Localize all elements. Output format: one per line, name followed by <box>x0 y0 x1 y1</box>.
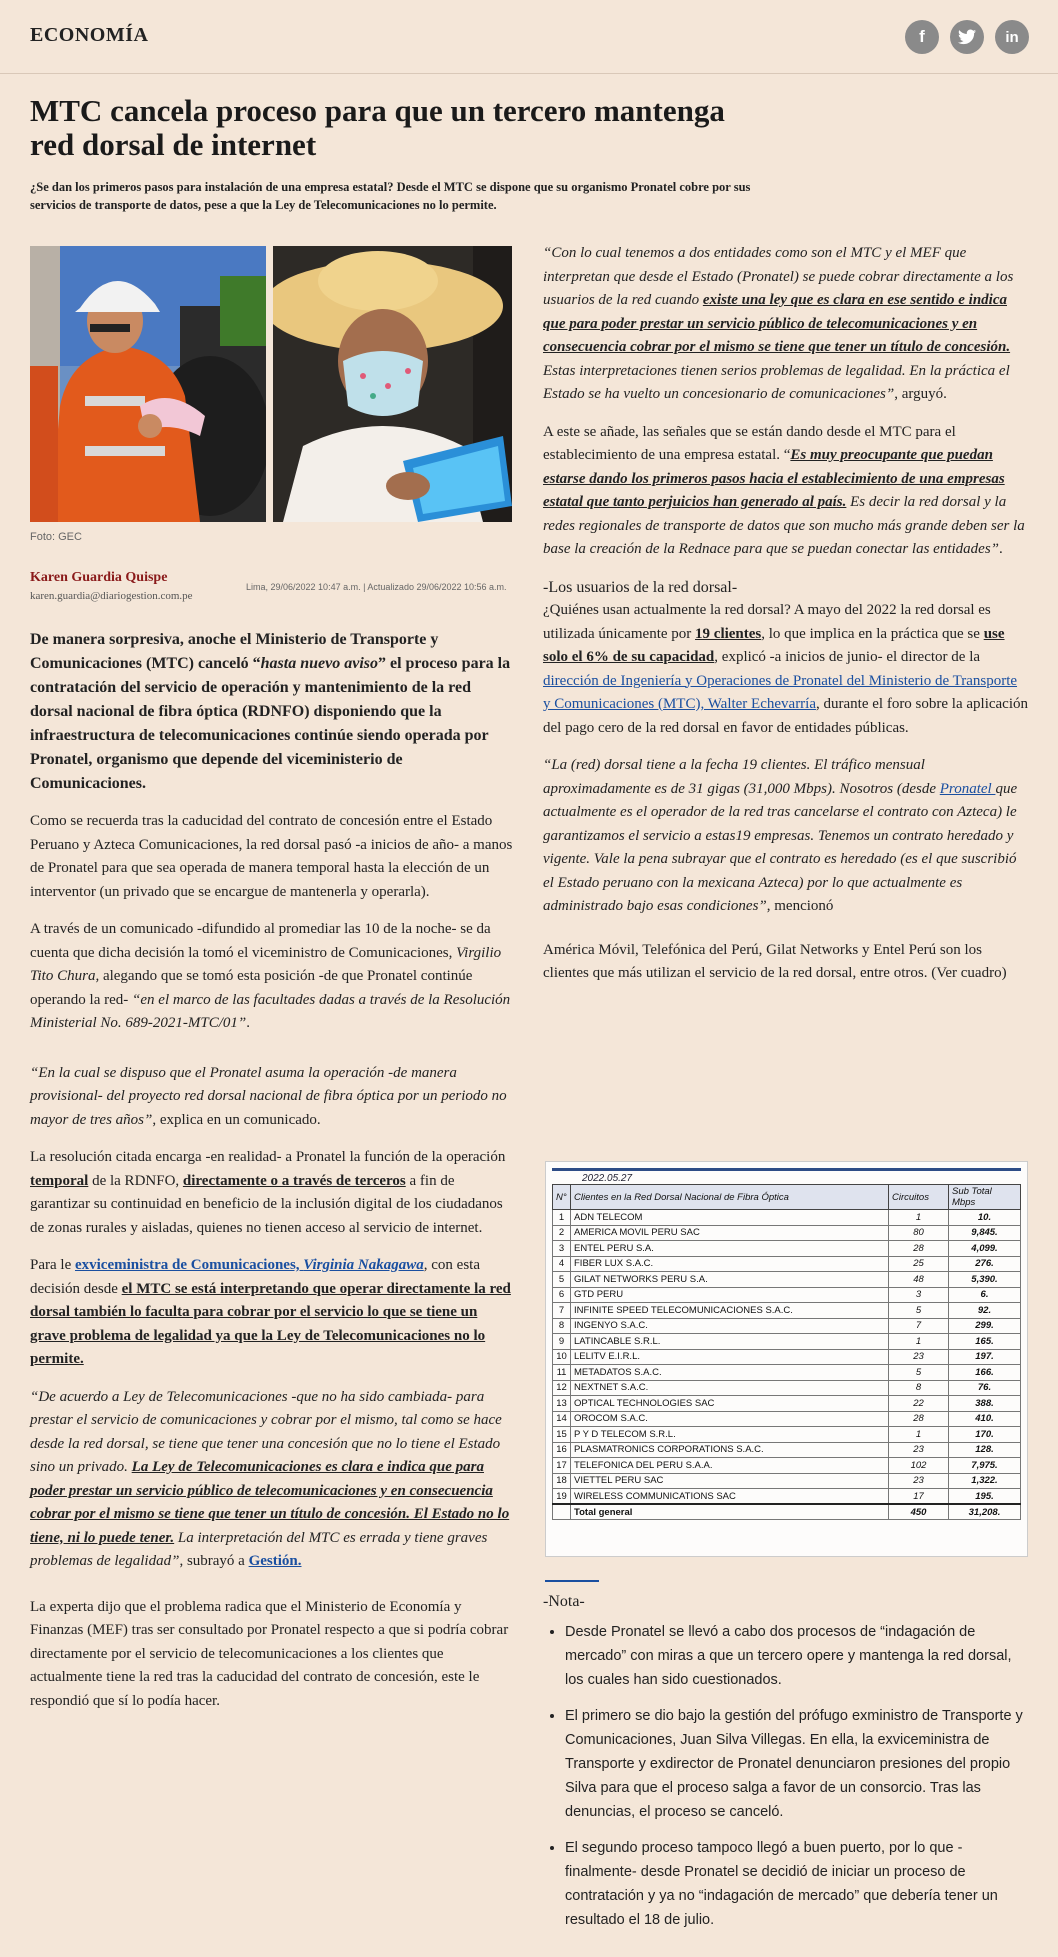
table-cell: 8 <box>553 1318 571 1334</box>
table-cell: 450 <box>889 1504 949 1520</box>
table-cell: ADN TELECOM <box>571 1210 889 1226</box>
table-cell: 7,975. <box>949 1458 1021 1474</box>
table-cell: 48 <box>889 1272 949 1288</box>
table-cell: TELEFONICA DEL PERU S.A.A. <box>571 1458 889 1474</box>
table-row <box>553 1210 1021 1226</box>
paragraph: La resolución citada encarga -en realidad- a Pronatel la función de la operación temporal de la RDNFO, directamente o a través de terceros a fin de garantizar su continuidad en beneficio de la inclusión digital de los ciudadanos de zonas rurales y aisladas, quienes no tienen acceso al servicio de internet. <box>30 1149 506 1236</box>
table-cell: 15 <box>553 1427 571 1443</box>
table-cell: 128. <box>949 1442 1021 1458</box>
quote-paragraph: “En la cual se dispuso que el Pronatel asuma la operación -de manera provisional- del proyecto red dorsal nacional de fibra óptica por un periodo no mayor de tres años”, explica en un comunicado. <box>30 1064 507 1128</box>
table-cell: 3 <box>553 1241 571 1257</box>
lead-paragraph: De manera sorpresiva, anoche el Ministerio de Transporte y Comunicaciones (MTC) canceló “hasta nuevo aviso” el proceso para la contratación del servicio de operación y mantenimiento de la red dorsal nacional de fibra óptica (RDNFO) disponiendo que la infraestructura de telecomunicaciones continúe siendo operada por Pronatel, organismo que depende del viceministerio de Comunicaciones. <box>30 631 511 792</box>
table-cell: 19 <box>553 1489 571 1505</box>
table-cell: 1 <box>889 1210 949 1226</box>
table-cell <box>553 1504 571 1520</box>
quote-paragraph: “Con lo cual tenemos a dos entidades como son el MTC y el MEF que interpretan que desde el Estado (Pronatel) se puede cobrar directamente a los usuarios de la red cuando existe una ley que es clara en ese sentido e indica que para poder prestar un servicio público de telecomunicaciones y en consecuencia cobrar por el mismo se tiene que tener un título de concesión. Estas interpretaciones tienen serios problemas de legalidad. En la práctica el Estado se ha vuelto un concesionario de comunicaciones”, arguyó. <box>543 245 1014 402</box>
quote-paragraph: “De acuerdo a Ley de Telecomunicaciones -que no ha sido cambiada- para prestar el servicio de comunicaciones y cobrar por el mismo, tal como se hace desde la red dorsal, se tiene que tener una concesión que no lo tiene el Estado sino un privado. La Ley de Telecomunicaciones es clara e indica que para poder prestar un servicio público de telecomunicaciones y en consecuencia cobrar por el mismo se tiene que tener un título de concesión. El Estado no lo tiene, ni lo puede tener. La interpretación del MTC es errada y tiene graves problemas de legalidad”, subrayó a Gestión. <box>30 1388 510 1569</box>
nota-rule <box>545 1580 599 1582</box>
paragraph: La experta dijo que el problema radica que el Ministerio de Economía y Finanzas (MEF) tras ser consultado por Pronatel respecto a que si podría cobrar directamente por el servicio de telecomunicaciones a los clientes que actualmente tiene la red tras la caducidad del contrato de concesión, este le respondió que sí lo podía hacer. <box>30 1598 509 1709</box>
paragraph: América Móvil, Telefónica del Perú, Gilat Networks y Entel Perú son los clientes que más utilizan el servicio de la red dorsal, entre otros. (Ver cuadro) <box>543 941 1007 981</box>
photo-girl-tablet <box>273 246 512 522</box>
table-cell: 1 <box>553 1210 571 1226</box>
table-cell: VIETTEL PERU SAC <box>571 1473 889 1489</box>
paragraph: A este se añade, las señales que se están dando desde el MTC para el establecimiento de una empresa estatal. “Es muy preocupante que puedan estarse dando los primeros pasos hacia el establecimiento de una empresas estatal que tanto perjuicios han generado al país. Es decir la red dorsal y la redes regionales de transporte de datos que son mucho más grande deben ser la base la creación de la Rednace para que se puedan conectar las entidades”. <box>543 423 1025 557</box>
table-cell: 23 <box>889 1473 949 1489</box>
table-row <box>553 1442 1021 1458</box>
top-bar <box>0 0 1058 74</box>
table-row <box>553 1411 1021 1427</box>
table-cell: 102 <box>889 1458 949 1474</box>
table-header-row <box>553 1185 1021 1210</box>
table-cell: 5 <box>553 1272 571 1288</box>
table-cell: 13 <box>553 1396 571 1412</box>
table-cell: GTD PERU <box>571 1287 889 1303</box>
list-item: • El segundo proceso tampoco llegó a buen puerto, por lo que -finalmente- desde Pronatel se decidió de iniciar un proceso de contratación y ya no “indagación de mercado” que debería tener un resultado el 18 de julio. <box>565 1836 1028 1932</box>
table-cell: 7 <box>889 1318 949 1334</box>
table-row <box>553 1473 1021 1489</box>
facebook-share-icon[interactable]: f <box>905 20 939 54</box>
subheading: -Los usuarios de la red dorsal- <box>543 578 738 596</box>
table-cell: 9 <box>553 1334 571 1350</box>
author-name[interactable]: Karen Guardia Quispe <box>30 570 168 585</box>
table-row <box>553 1318 1021 1334</box>
table-cell: 388. <box>949 1396 1021 1412</box>
header-cell: N° <box>553 1185 571 1210</box>
table-cell: NEXTNET S.A.C. <box>571 1380 889 1396</box>
table-cell: LATINCABLE S.R.L. <box>571 1334 889 1350</box>
table-row <box>553 1365 1021 1381</box>
table-cell: LELITV E.I.R.L. <box>571 1349 889 1365</box>
table-row <box>553 1241 1021 1257</box>
nota-section <box>543 1590 1028 1944</box>
table-cell: 3 <box>889 1287 949 1303</box>
list-item: • Desde Pronatel se llevó a cabo dos procesos de “indagación de mercado” con miras a que un tercero opere y mantenga la red dorsal, los cuales han sido cuestionados. <box>565 1620 1028 1692</box>
table-row <box>553 1303 1021 1319</box>
article-headline: MTC cancela proceso para que un tercero mantenga red dorsal de internet <box>30 93 725 162</box>
table-cell: 166. <box>949 1365 1021 1381</box>
table-cell: Total general <box>571 1504 889 1520</box>
table-cell: 76. <box>949 1380 1021 1396</box>
link-direccion-ingenieria[interactable]: dirección de Ingeniería y Operaciones de Pronatel del Ministerio de Transporte y Comunicaciones (MTC), Walter Echevarría <box>543 672 1018 712</box>
table-cell: FIBER LUX S.A.C. <box>571 1256 889 1272</box>
table-cell: 165. <box>949 1334 1021 1350</box>
link-gestion[interactable]: Gestión. <box>248 1553 302 1569</box>
table-cell: 410. <box>949 1411 1021 1427</box>
table-cell: 31,208. <box>949 1504 1021 1520</box>
link-exviceministra[interactable]: exviceministra de Comunicaciones, Virginia Nakagawa <box>74 1257 424 1273</box>
table-row <box>553 1349 1021 1365</box>
table-cell: AMERICA MOVIL PERU SAC <box>571 1225 889 1241</box>
photo-credit: Foto: GEC <box>30 531 82 543</box>
paragraph: A través de un comunicado -difundido al promediar las 10 de la noche- se da cuenta que dicha decisión la tomó el viceministro de Comunicaciones, Virgilio Tito Chura, alegando que se tomó esta posición -de que Pronatel continúe operando la red- “en el marco de las facultades dadas a través de la Resolución Ministerial No. 689-2021-MTC/01”. <box>30 921 511 1031</box>
table-cell: 16 <box>553 1442 571 1458</box>
linkedin-share-icon[interactable]: in <box>995 20 1029 54</box>
table-cell: 5 <box>889 1303 949 1319</box>
table-cell: 10 <box>553 1349 571 1365</box>
table-cell: 25 <box>889 1256 949 1272</box>
author-email[interactable]: karen.guardia@diariogestion.com.pe <box>30 590 193 602</box>
table-cell: ENTEL PERU S.A. <box>571 1241 889 1257</box>
table-row <box>553 1225 1021 1241</box>
header-cell: Sub Total Mbps <box>949 1185 1021 1210</box>
table-cell: 170. <box>949 1427 1021 1443</box>
table-cell: GILAT NETWORKS PERU S.A. <box>571 1272 889 1288</box>
table-cell: 197. <box>949 1349 1021 1365</box>
table-cell: 8 <box>889 1380 949 1396</box>
left-column <box>30 628 514 1727</box>
table-cell: 5 <box>889 1365 949 1381</box>
table-row <box>553 1396 1021 1412</box>
table-cell: 1,322. <box>949 1473 1021 1489</box>
table-cell: OROCOM S.A.C. <box>571 1411 889 1427</box>
table-cell: 9,845. <box>949 1225 1021 1241</box>
quote-paragraph: “La (red) dorsal tiene a la fecha 19 clientes. El tráfico mensual aproximadamente es de 31 gigas (31,000 Mbps). Nosotros (desde Pronatel que actualmente es el operador de la red tras cancelarse el contrato con Azteca) le garantizamos el servicio a estas19 empresas. Tenemos un contrato heredado y vigente. Vale la pena subrayar que el contrato es heredado (es el que suscribió el Estado peruano con la mexicana Azteca) por lo que actualmente es administrado bajo esas condiciones”, mencionó <box>543 757 1018 914</box>
table-cell: 23 <box>889 1349 949 1365</box>
table-cell: 22 <box>889 1396 949 1412</box>
table-cell: PLASMATRONICS CORPORATIONS S.A.C. <box>571 1442 889 1458</box>
table-cell: 10. <box>949 1210 1021 1226</box>
table-row <box>553 1287 1021 1303</box>
table-cell: METADATOS S.A.C. <box>571 1365 889 1381</box>
table-cell: 28 <box>889 1411 949 1427</box>
link-pronatel[interactable]: Pronatel <box>939 780 996 797</box>
list-item: • El primero se dio bajo la gestión del prófugo exministro de Transporte y Comunicaciones, Juan Silva Villegas. En ella, la exviceministra de Transporte y exdirector de Pronatel denunciaron presiones del propio Silva para que el proceso salga a favor de un consorcio. Tras las denuncias, el proceso se canceló. <box>565 1704 1028 1824</box>
table-cell: 17 <box>553 1458 571 1474</box>
table-cell: 14 <box>553 1411 571 1427</box>
table-cell: 17 <box>889 1489 949 1505</box>
table-cell: 6. <box>949 1287 1021 1303</box>
table-row <box>553 1458 1021 1474</box>
table-cell: 23 <box>889 1442 949 1458</box>
table-cell: 2 <box>553 1225 571 1241</box>
nota-list <box>543 1620 1028 1932</box>
table-total-row <box>553 1504 1021 1520</box>
table-cell: 276. <box>949 1256 1021 1272</box>
table-row <box>553 1427 1021 1443</box>
table-cell: 4,099. <box>949 1241 1021 1257</box>
article-dek: ¿Se dan los primeros pasos para instalación de una empresa estatal? Desde el MTC se dispone que su organismo Pronatel cobre por sus servicios de transporte de datos, pese a que la Ley de Telecomunicaciones no lo permite. <box>30 180 751 212</box>
table-row <box>553 1380 1021 1396</box>
table-cell: 1 <box>889 1334 949 1350</box>
table-cell: 7 <box>553 1303 571 1319</box>
table-row <box>553 1272 1021 1288</box>
clients-table <box>552 1184 1021 1520</box>
table-cell: 5,390. <box>949 1272 1021 1288</box>
table-cell: WIRELESS COMMUNICATIONS SAC <box>571 1489 889 1505</box>
table-cell: 12 <box>553 1380 571 1396</box>
paragraph: Como se recuerda tras la caducidad del contrato de concesión entre el Estado Peruano y Azteca Comunicaciones, la red dorsal pasó -a inicios de año- a manos de Pronatel para que sea operada de manera temporal hasta la elección de un interventor (un privado que se encargue de mantenerla y operarla). <box>30 813 513 900</box>
table-cell: 28 <box>889 1241 949 1257</box>
table-cell: INFINITE SPEED TELECOMUNICACIONES S.A.C. <box>571 1303 889 1319</box>
section-label[interactable]: ECONOMÍA <box>30 24 149 46</box>
table-cell: INGENYO S.A.C. <box>571 1318 889 1334</box>
nota-title: -Nota- <box>543 1593 585 1610</box>
header-cell: Circuitos <box>889 1185 949 1210</box>
table-cell: 80 <box>889 1225 949 1241</box>
header-cell: Clientes en la Red Dorsal Nacional de Fibra Óptica <box>571 1185 889 1210</box>
dateline: Lima, 29/06/2022 10:47 a.m. | Actualizado 29/06/2022 10:56 a.m. <box>246 582 507 592</box>
paragraph: ¿Quiénes usan actualmente la red dorsal? A mayo del 2022 la red dorsal es utilizada únicamente por 19 clientes, lo que implica en la práctica que se use solo el 6% de su capacidad, explicó -a inicios de junio- el director de la dirección de Ingeniería y Operaciones de Pronatel del Ministerio de Transporte y Comunicaciones (MTC), Walter Echevarría, durante el foro sobre la aplicación del pago cero de la red dorsal en favor de entidades públicas. <box>543 602 1029 736</box>
table-cell: 1 <box>889 1427 949 1443</box>
table-cell: OPTICAL TECHNOLOGIES SAC <box>571 1396 889 1412</box>
twitter-share-icon[interactable] <box>950 20 984 54</box>
table-row <box>553 1256 1021 1272</box>
table-cell: 11 <box>553 1365 571 1381</box>
photo-worker <box>30 246 266 522</box>
table-cell: 195. <box>949 1489 1021 1505</box>
table-cell: 4 <box>553 1256 571 1272</box>
right-column <box>543 242 1028 1000</box>
paragraph: Para le exviceministra de Comunicaciones, Virginia Nakagawa, con esta decisión desde el MTC se está interpretando que operar directamente la red dorsal también lo faculta para cobrar por el servicio lo que se tiene un grave problema de legalidad ya que la Ley de Telecomunicaciones no lo permite. <box>30 1257 511 1367</box>
clients-table-image <box>545 1161 1028 1557</box>
table-date: 2022.05.27 <box>552 1168 1021 1184</box>
table-cell: P Y D TELECOM S.R.L. <box>571 1427 889 1443</box>
table-row <box>553 1334 1021 1350</box>
table-cell: 6 <box>553 1287 571 1303</box>
table-cell: 92. <box>949 1303 1021 1319</box>
table-row <box>553 1489 1021 1505</box>
table-cell: 18 <box>553 1473 571 1489</box>
table-cell: 299. <box>949 1318 1021 1334</box>
